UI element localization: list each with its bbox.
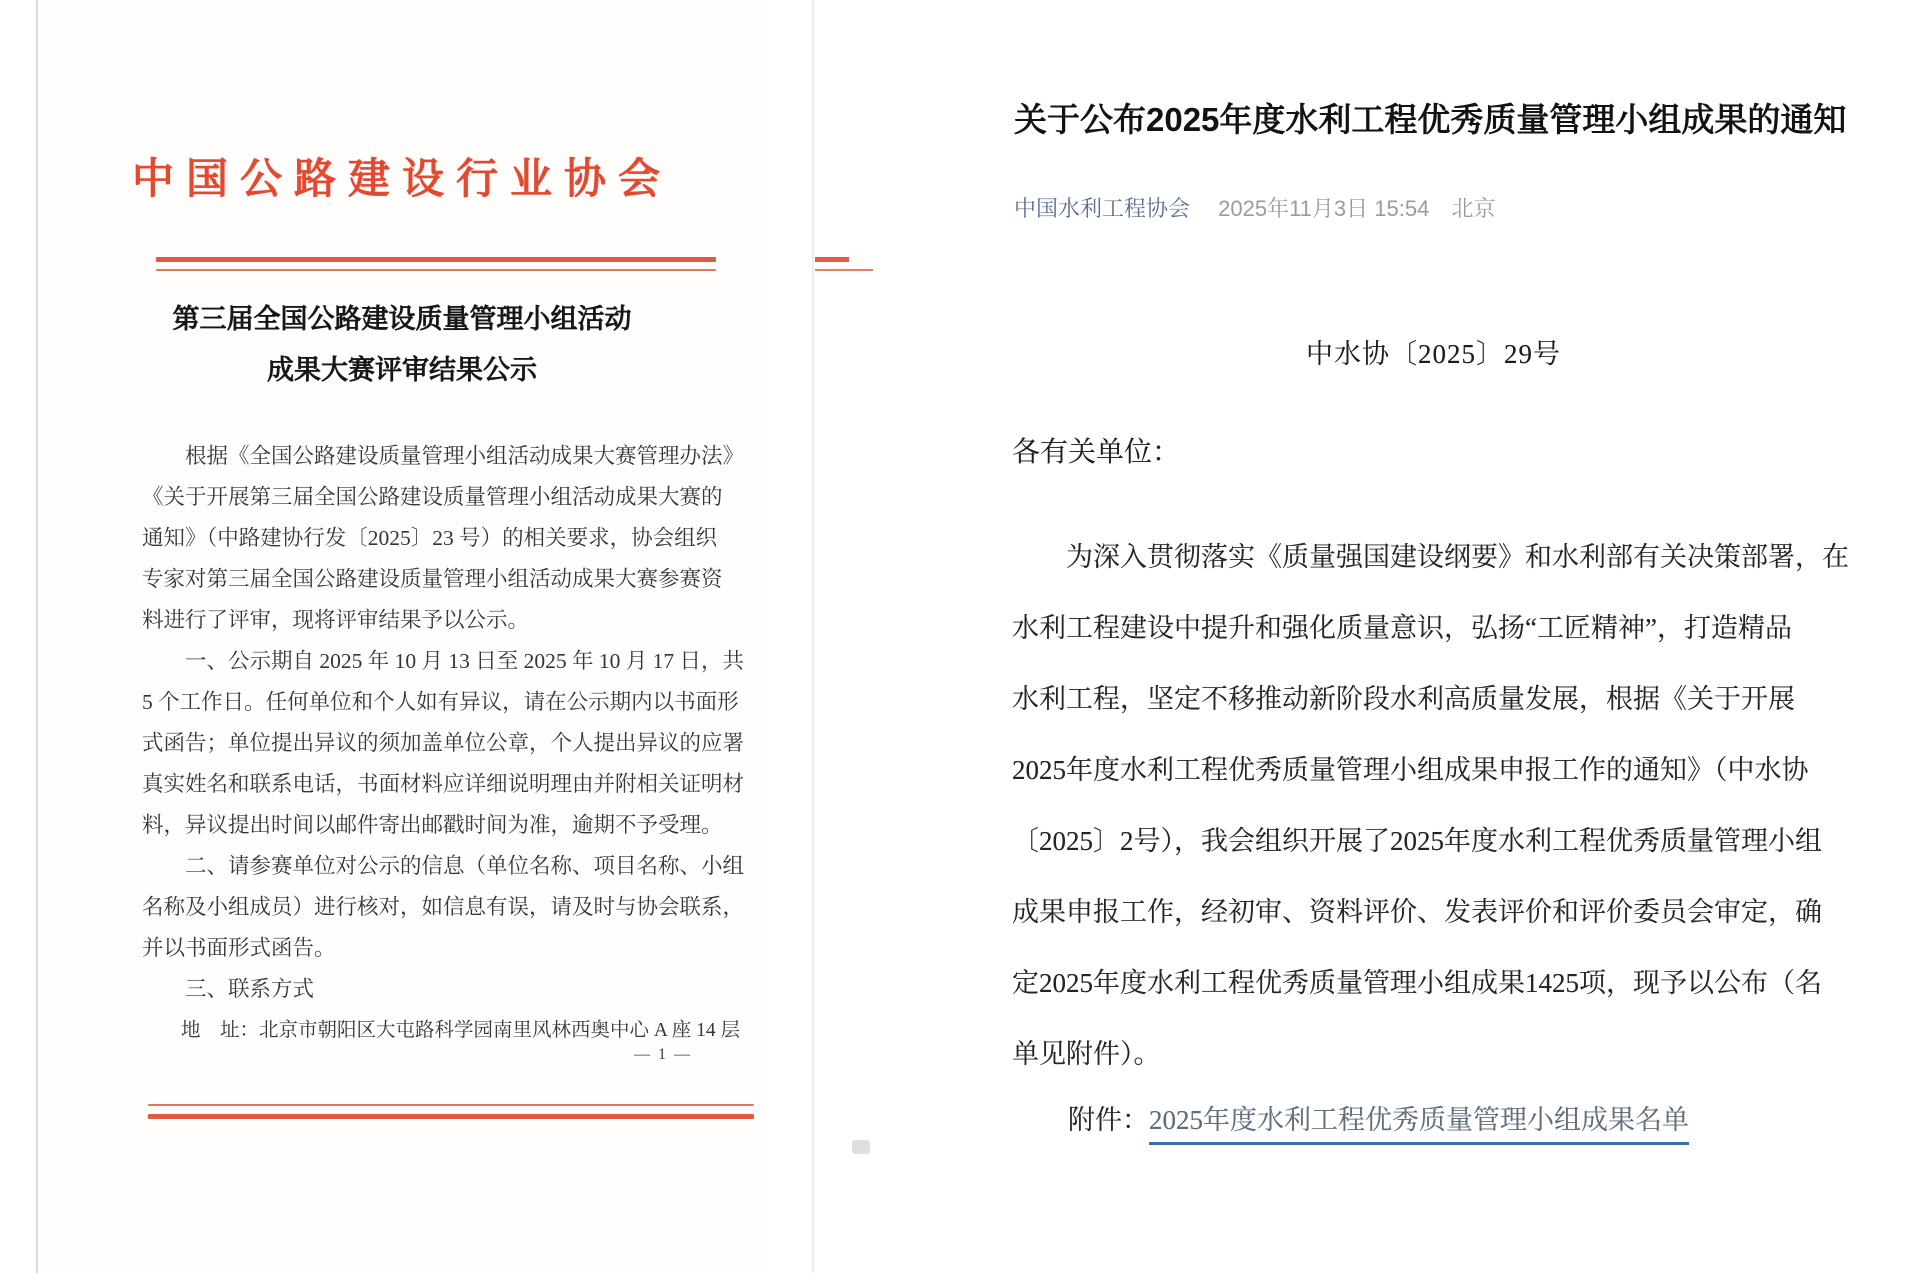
left-doc-title	[38, 294, 766, 396]
right-doc-body-line: 单见附件）。	[1012, 1039, 1161, 1069]
article-source-link[interactable]: 中国水利工程协会	[1014, 196, 1191, 221]
left-doc-title-line2: 成果大赛评审结果公示	[267, 355, 537, 385]
right-doc-body	[1012, 522, 1857, 1090]
left-doc-body-line: 《关于开展第三届全国公路建设质量管理小组活动成果大赛的	[142, 485, 723, 509]
footer-rule-thick	[148, 1114, 754, 1119]
association-letterhead: 中国公路建设行业协会	[131, 157, 672, 203]
salutation: 各有关单位：	[1012, 437, 1181, 468]
article-date: 2025年11月3日 15:54	[1218, 196, 1430, 221]
scan-smudge	[852, 1140, 870, 1154]
page-divider-scan-line	[812, 0, 814, 1273]
letterhead-rule-thick	[156, 257, 716, 262]
right-doc-body-line: 〔2025〕2号），我会组织开展了2025年度水利工程优秀质量管理小组	[1012, 826, 1822, 856]
left-doc-title-line1: 第三届全国公路建设质量管理小组活动	[172, 304, 632, 334]
left-document-page	[36, 0, 766, 1273]
left-doc-body-line: 式函告；单位提出异议的须加盖单位公章，个人提出异议的应署	[142, 731, 745, 755]
right-article	[1012, 0, 1872, 1273]
right-doc-body-line: 成果申报工作，经初审、资料评价、发表评价和评价委员会审定，确	[1012, 897, 1822, 927]
left-doc-body-line: 5 个工作日。任何单位和个人如有异议，请在公示期内以书面形	[142, 690, 739, 714]
article-title: 关于公布2025年度水利工程优秀质量管理小组成果的通知	[1014, 101, 1847, 138]
attachment-link[interactable]: 2025年度水利工程优秀质量管理小组成果名单	[1149, 1105, 1689, 1145]
left-doc-body-line: 并以书面形式函告。	[142, 936, 336, 960]
article-location: 北京	[1451, 196, 1496, 221]
right-doc-body-line: 为深入贯彻落实《质量强国建设纲要》和水利部有关决策部署，在	[1012, 542, 1849, 572]
left-doc-body-line: 料，异议提出时间以邮件寄出邮戳时间为准，逾期不予受理。	[142, 813, 723, 837]
right-doc-body-line: 水利工程建设中提升和强化质量意识，弘扬“工匠精神”，打造精品	[1012, 613, 1792, 643]
footer-rule-thin	[148, 1104, 754, 1106]
left-doc-body	[142, 436, 758, 1051]
attachment-label: 附件：	[1068, 1105, 1149, 1135]
left-doc-body-line: 专家对第三届全国公路建设质量管理小组活动成果大赛参赛资	[142, 567, 723, 591]
right-doc-body-line: 2025年度水利工程优秀质量管理小组成果申报工作的通知》（中水协	[1012, 755, 1809, 785]
red-rule-scan-artifact	[815, 269, 873, 271]
right-doc-body-line: 定2025年度水利工程优秀质量管理小组成果1425项，现予以公布（名	[1012, 968, 1822, 998]
left-doc-body-line: 一、公示期自 2025 年 10 月 13 日至 2025 年 10 月 17 日，共	[142, 649, 745, 673]
left-doc-body-line: 二、请参赛单位对公示的信息（单位名称、项目名称、小组	[142, 854, 745, 878]
article-meta	[1014, 192, 1495, 223]
left-doc-body-line: 料进行了评审，现将评审结果予以公示。	[142, 608, 530, 632]
page-number: — 1 —	[634, 1046, 692, 1063]
left-doc-body-line: 名称及小组成员）进行核对，如信息有误，请及时与协会联系，	[142, 895, 745, 919]
letterhead-rule-thin	[156, 269, 716, 271]
right-doc-body-line: 水利工程，坚定不移推动新阶段水利高质量发展，根据《关于开展	[1012, 684, 1795, 714]
document-number: 中水协〔2025〕29号	[1306, 339, 1561, 369]
left-doc-address-line: 地 址：北京市朝阳区大屯路科学园南里风林西奥中心 A 座 14 层	[142, 1020, 741, 1041]
left-doc-body-line: 三、联系方式	[142, 977, 315, 1001]
left-doc-body-line: 通知》（中路建协行发〔2025〕23 号）的相关要求，协会组织	[142, 526, 718, 550]
left-doc-body-line: 根据《全国公路建设质量管理小组活动成果大赛管理办法》	[142, 444, 745, 468]
left-doc-body-line: 真实姓名和联系电话，书面材料应详细说明理由并附相关证明材	[142, 772, 745, 796]
red-rule-scan-artifact	[815, 257, 849, 262]
attachment-row	[1068, 1098, 1689, 1137]
